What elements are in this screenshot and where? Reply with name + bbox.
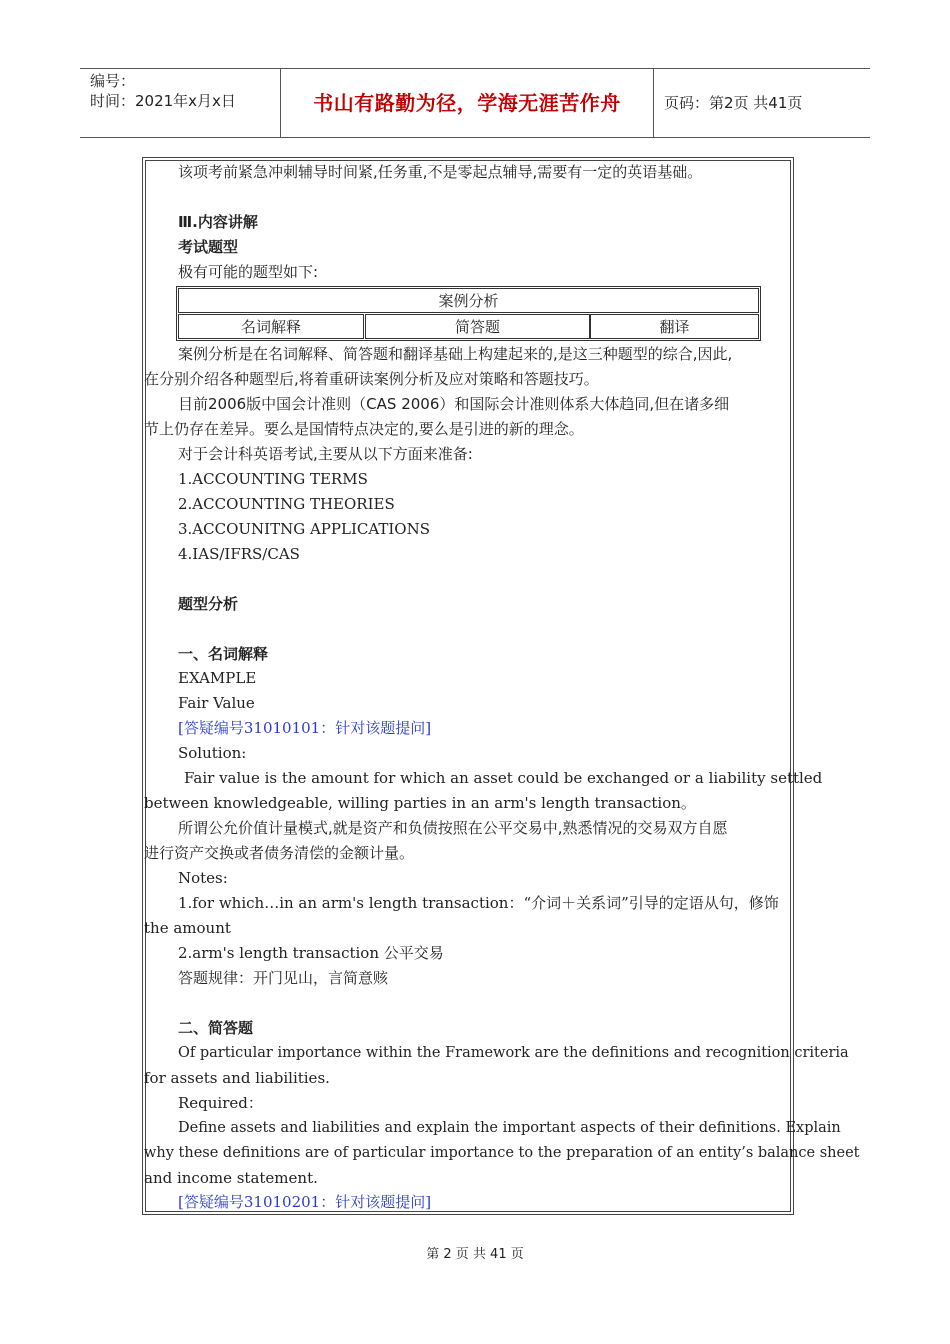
answer-rule: 答题规律：开门见山，言简意赅	[178, 969, 389, 987]
header-meta	[80, 69, 281, 137]
required-line1: Define assets and liabilities and explain the important aspects of their definitions. Explain	[178, 1120, 841, 1136]
qa-link-31010101[interactable]: [答疑编号31010101：针对该题提问]	[178, 719, 432, 737]
prep-item: 3.ACCOUNITNG APPLICATIONS	[178, 520, 430, 538]
para1-line1: 案例分析是在名词解释、简答题和翻译基础上构建起来的,是这三种题型的综合,因此,	[178, 345, 733, 363]
table-cell-short-answer: 简答题	[365, 314, 590, 339]
analysis-title: 题型分析	[178, 595, 239, 613]
terms-title: 一、名词解释	[178, 645, 269, 663]
table-cell-terms: 名词解释	[178, 314, 364, 339]
page-info: 页码：第2页 共41页	[664, 94, 803, 112]
exam-types-title: 考试题型	[178, 238, 239, 256]
solution-line2: between knowledgeable, willing parties in an arm's length transaction。	[144, 794, 696, 812]
question-type-table	[176, 286, 761, 341]
short-answer-title: 二、简答题	[178, 1019, 254, 1037]
prep-item: 1.ACCOUNTING TERMS	[178, 470, 368, 488]
intro-text: 该项考前紧急冲刺辅导时间紧,任务重,不是零起点辅导,需要有一定的英语基础。	[178, 163, 703, 181]
solution-cn-line2: 进行资产交换或者债务清偿的金额计量。	[144, 844, 415, 862]
required-line3: and income statement.	[144, 1169, 318, 1187]
example-term: Fair Value	[178, 694, 255, 712]
question-line1: Of particular importance within the Framework are the definitions and recognition criteria	[178, 1045, 849, 1061]
page-footer: 第 2 页 共 41 页	[426, 1247, 524, 1262]
para1-line2: 在分别介绍各种题型后,将着重研读案例分析及应对策略和答题技巧。	[144, 370, 599, 388]
prep-item: 4.IAS/IFRS/CAS	[178, 545, 300, 563]
motto: 书山有路勤为径，学海无涯苦作舟	[281, 69, 654, 137]
notes-label: Notes:	[178, 869, 228, 887]
table-cell-case-analysis: 案例分析	[178, 288, 759, 313]
question-line2: for assets and liabilities.	[144, 1069, 330, 1087]
solution-label: Solution:	[178, 744, 247, 762]
prep-item: 2.ACCOUNTING THEORIES	[178, 495, 395, 513]
table-cell-translation: 翻译	[590, 314, 759, 339]
time-label: 时间：2021年x月x日	[90, 92, 236, 110]
para2-line1: 目前2006版中国会计准则（CAS 2006）和国际会计准则体系大体趋同,但在诸多细	[178, 395, 730, 413]
page-header	[80, 68, 870, 138]
exam-types-intro: 极有可能的题型如下:	[178, 263, 319, 281]
para3: 对于会计科英语考试,主要从以下方面来准备:	[178, 445, 473, 463]
required-line2: why these definitions are of particular importance to the preparation of an entity’s balance sheet	[144, 1145, 860, 1161]
solution-cn-line1: 所谓公允价值计量模式,就是资产和负债按照在公平交易中,熟悉情况的交易双方自愿	[178, 819, 728, 837]
note2: 2.arm's length transaction 公平交易	[178, 944, 444, 962]
number-label: 编号：	[90, 72, 136, 90]
note1-line2: the amount	[144, 919, 231, 937]
example-label: EXAMPLE	[178, 669, 257, 687]
solution-line1: Fair value is the amount for which an asset could be exchanged or a liability settled	[184, 769, 823, 787]
required-label: Required：	[178, 1094, 263, 1112]
para2-line2: 节上仍存在差异。要么是国情特点决定的,要么是引进的新的理念。	[144, 420, 584, 438]
note1-line1: 1.for which…in an arm's length transaction：“介词＋关系词”引导的定语从句，修饰	[178, 894, 779, 912]
section3-title: Ⅲ.内容讲解	[178, 213, 258, 231]
qa-link-31010201[interactable]: [答疑编号31010201：针对该题提问]	[178, 1193, 432, 1211]
